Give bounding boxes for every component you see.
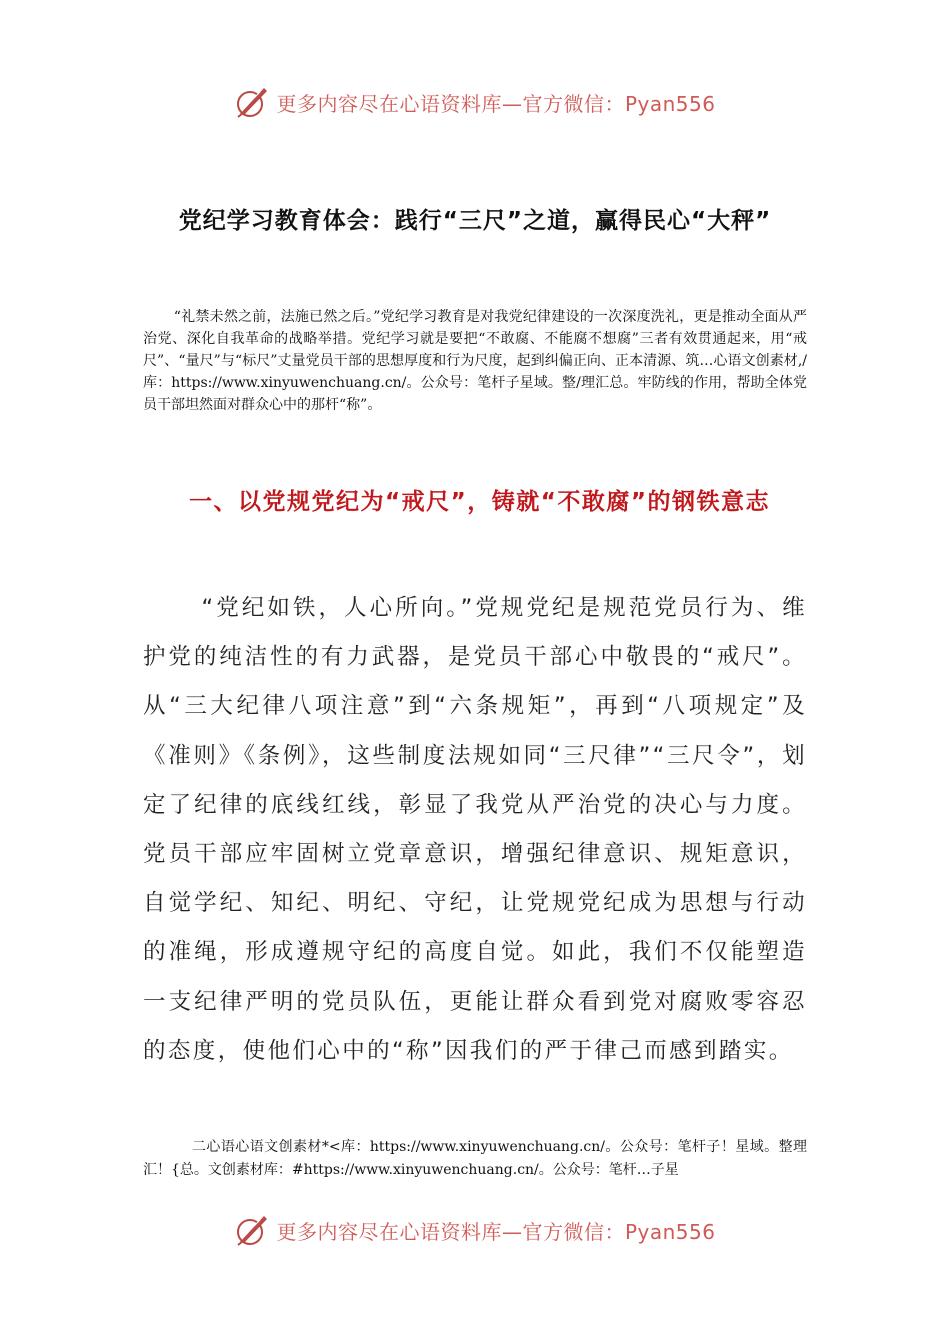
lead-paragraph: “礼禁未然之前，法施已然之后。”党纪学习教育是对我党纪律建设的一次深度洗礼，更是推动全面从严治党、深化自我革命的战略举措。党纪学习就是要把“不敢腐、不能腐不想腐”三者有效贯通起来，用“戒尺”、“量尺”与“标尺”丈量党员干部的思想厚度和行为尺度，起到纠偏正向、正本清源、筑…心语文创素材,/库：https://www.xinyuwenchuang.cn/。公众号：笔杆子星域。整/理汇总。牢防线的作用，帮助全体党员干部坦然面对群众心中的那杆“称”。 [143, 309, 807, 413]
banner-text: 更多内容尽在心语资料库—官方微信：Pyan556 [276, 1219, 716, 1244]
banner-text: 更多内容尽在心语资料库—官方微信：Pyan556 [276, 91, 716, 116]
footer-note-paragraph: 二心语心语文创素材*<库：https://www.xinyuwenchuang.cn/。公众号：笔杆子！星域。整理汇！{总。文创素材库：#https://www.xinyuwenchuang.cn/。公众号：笔杆…子星 [143, 1139, 807, 1178]
section-body-paragraph: “党纪如铁，人心所向。”党规党纪是规范党员行为、维护党的纯洁性的有力武器，是党员干部心中敬畏的“戒尺”。从“三大纪律八项注意”到“六条规矩”，再到“八项规定”及《准则》《条例》，这些制度法规如同“三尺律”“三尺令”，划定了纪律的底线红线，彰显了我党从严治党的决心与力度。党员干部应牢固树立党章意识，增强纪律意识、规矩意识，自觉学纪、知纪、明纪、守纪，让党规党纪成为思想与行动的准绳，形成遵规守纪的高度自觉。如此，我们不仅能塑造一支纪律严明的党员队伍，更能让群众看到党对腐败零容忍的态度，使他们心中的“称”因我们的严于律己而感到踏实。 [143, 595, 807, 1064]
article-title: 党纪学习教育体会：践行“三尺”之道，赢得民心“大秤” [178, 208, 772, 234]
watermark-banner-top [0, 82, 950, 122]
quill-pen-circle-icon [234, 1212, 270, 1248]
section-heading: 一、以党规党纪为“戒尺”，铸就“不敢腐”的钢铁意志 [189, 489, 770, 515]
watermark-banner-bottom [0, 1210, 950, 1250]
quill-pen-circle-icon [234, 84, 270, 120]
